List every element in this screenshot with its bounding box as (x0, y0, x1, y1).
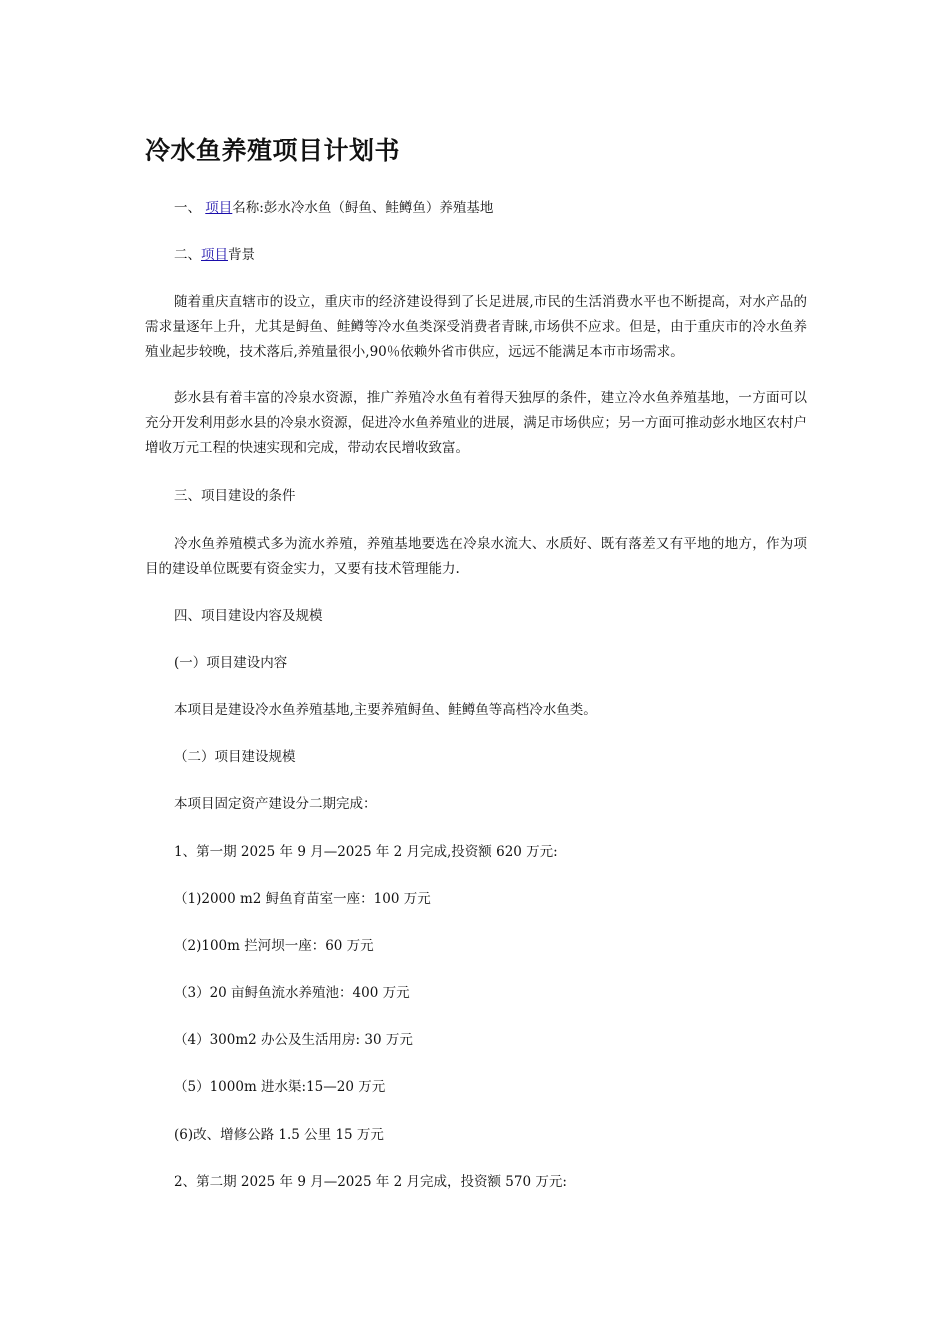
phase-1-heading: 1、第一期 2025 年 9 月—2025 年 2 月完成,投资额 620 万元: (174, 844, 558, 860)
item-conditions-heading: 三、项目建设的条件 (174, 488, 296, 504)
phase-1-item: (6)改、增修公路 1.5 公里 15 万元 (174, 1127, 384, 1143)
paragraph-content: 本项目是建设冷水鱼养殖基地,主要养殖鲟鱼、鲑鳟鱼等高档冷水鱼类。 (174, 702, 597, 718)
document-title: 冷水鱼养殖项目计划书 (145, 136, 401, 165)
item-project-name (145, 196, 807, 221)
phase-1-item: （2)100m 拦河坝一座：60 万元 (174, 938, 374, 954)
item-number: 一、 (174, 200, 206, 216)
paragraph-conditions: 冷水鱼养殖模式多为流水养殖，养殖基地要选在冷泉水流大、水质好、既有落差又有平地的地方，作为项目的建设单位既要有资金实力，又要有技术管理能力. (145, 536, 807, 577)
phase-1-item: （4）300m2 办公及生活用房: 30 万元 (174, 1032, 413, 1048)
subheading-scale: （二）项目建设规模 (174, 749, 296, 765)
item-text: 名称:彭水冷水鱼（鲟鱼、鲑鳟鱼）养殖基地 (232, 200, 494, 216)
phase-1-item: （1)2000 m2 鲟鱼育苗室一座：100 万元 (174, 891, 431, 907)
subheading-content: (一）项目建设内容 (174, 655, 288, 671)
paragraph-background-1: 随着重庆直辖市的设立，重庆市的经济建设得到了长足进展,市民的生活消费水平也不断提高，对水产品的需求量逐年上升，尤其是鲟鱼、鲑鳟等冷水鱼类深受消费者青睐,市场供不应求。但是，由于重庆市的冷水鱼养殖业起步较晚，技术落后,养殖量很小,90％依赖外省市供应，远远不能满足本市市场需求。 (145, 294, 807, 360)
phase-1-item: （3）20 亩鲟鱼流水养殖池：400 万元 (174, 985, 410, 1001)
phase-2-heading: 2、第二期 2025 年 9 月—2025 年 2 月完成，投资额 570 万元: (174, 1174, 567, 1190)
item-number: 二、 (174, 247, 201, 263)
phase-1-item: （5）1000m 进水渠:15—20 万元 (174, 1079, 386, 1095)
paragraph-background-2: 彭水县有着丰富的冷泉水资源，推广养殖冷水鱼有着得天独厚的条件，建立冷水鱼养殖基地，一方面可以充分开发利用彭水县的冷泉水资源，促进冷水鱼养殖业的进展，满足市场供应；另一方面可推动彭水地区农村户增收万元工程的快速实现和完成，带动农民增收致富。 (145, 390, 807, 456)
project-link[interactable]: 项目 (205, 200, 233, 216)
project-link[interactable]: 项目 (201, 247, 228, 263)
paragraph-scale: 本项目固定资产建设分二期完成： (174, 796, 377, 812)
item-text: 背景 (228, 247, 255, 263)
item-content-scale-heading: 四、项目建设内容及规模 (174, 608, 323, 624)
item-project-background (145, 243, 807, 268)
